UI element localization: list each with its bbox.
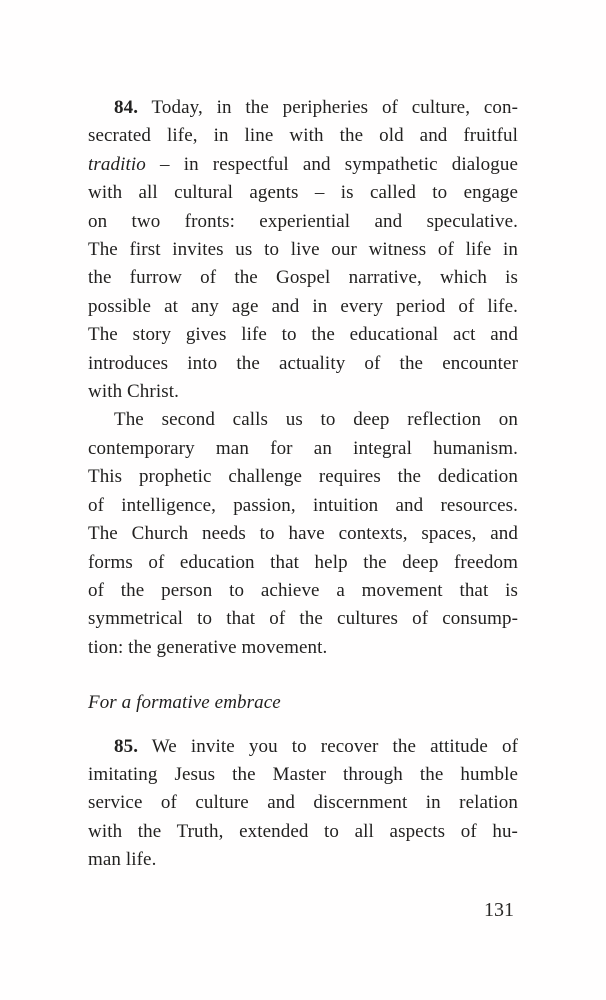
text-line: with all cultural agents – is called to engage (88, 182, 518, 204)
text-line: on two fronts: experiential and speculative. (88, 210, 518, 232)
text-line: imitating Jesus the Master through the humble (88, 763, 518, 785)
text-line: This prophetic challenge requires the dedication (88, 466, 518, 488)
italic-term: traditio (88, 153, 146, 175)
paragraph-number: 85. (114, 735, 139, 757)
text-line: the furrow of the Gospel narrative, which is (88, 267, 518, 289)
text-line: contemporary man for an integral humanism. (88, 437, 518, 459)
text-column (88, 94, 518, 875)
text-line: symmetrical to that of the cultures of consump- (88, 608, 518, 630)
text-line: secrated life, in line with the old and fruitful (88, 125, 518, 147)
text-line-part: Today, in the peripheries of culture, con- (138, 97, 518, 118)
text-line: man life. (88, 849, 157, 871)
text-line: with the Truth, extended to all aspects of hu- (88, 820, 518, 842)
text-line: The Church needs to have contexts, spaces, and (88, 523, 518, 545)
text-line (88, 151, 518, 179)
section-heading: For a formative embrace (88, 692, 281, 714)
paragraph-number: 84. (114, 97, 139, 118)
text-line-part: – in respectful and sympathetic dialogue (145, 153, 518, 175)
page-number: 131 (484, 899, 514, 921)
text-line: of the person to achieve a movement that is (88, 579, 518, 601)
text-line: tion: the generative movement. (88, 636, 328, 658)
text-line: with Christ. (88, 381, 179, 403)
text-line: of intelligence, passion, intuition and resources. (88, 494, 518, 516)
text-line: service of culture and discernment in relation (88, 792, 518, 814)
paragraph-84 (88, 94, 518, 406)
text-line: possible at any age and in every period of life. (88, 295, 518, 317)
text-line: The story gives life to the educational act and (88, 324, 518, 346)
text-line: introduces into the actuality of the encounter (88, 352, 518, 374)
text-line: forms of education that help the deep freedom (88, 551, 518, 573)
text-line (88, 733, 518, 761)
text-line (88, 94, 518, 122)
text-line: The first invites us to live our witness of life in (88, 239, 518, 261)
paragraph-85 (88, 733, 518, 875)
text-line-part: We invite you to recover the attitude of (138, 735, 518, 757)
text-line: The second calls us to deep reflection on (114, 409, 518, 431)
paragraph-second (88, 406, 518, 662)
